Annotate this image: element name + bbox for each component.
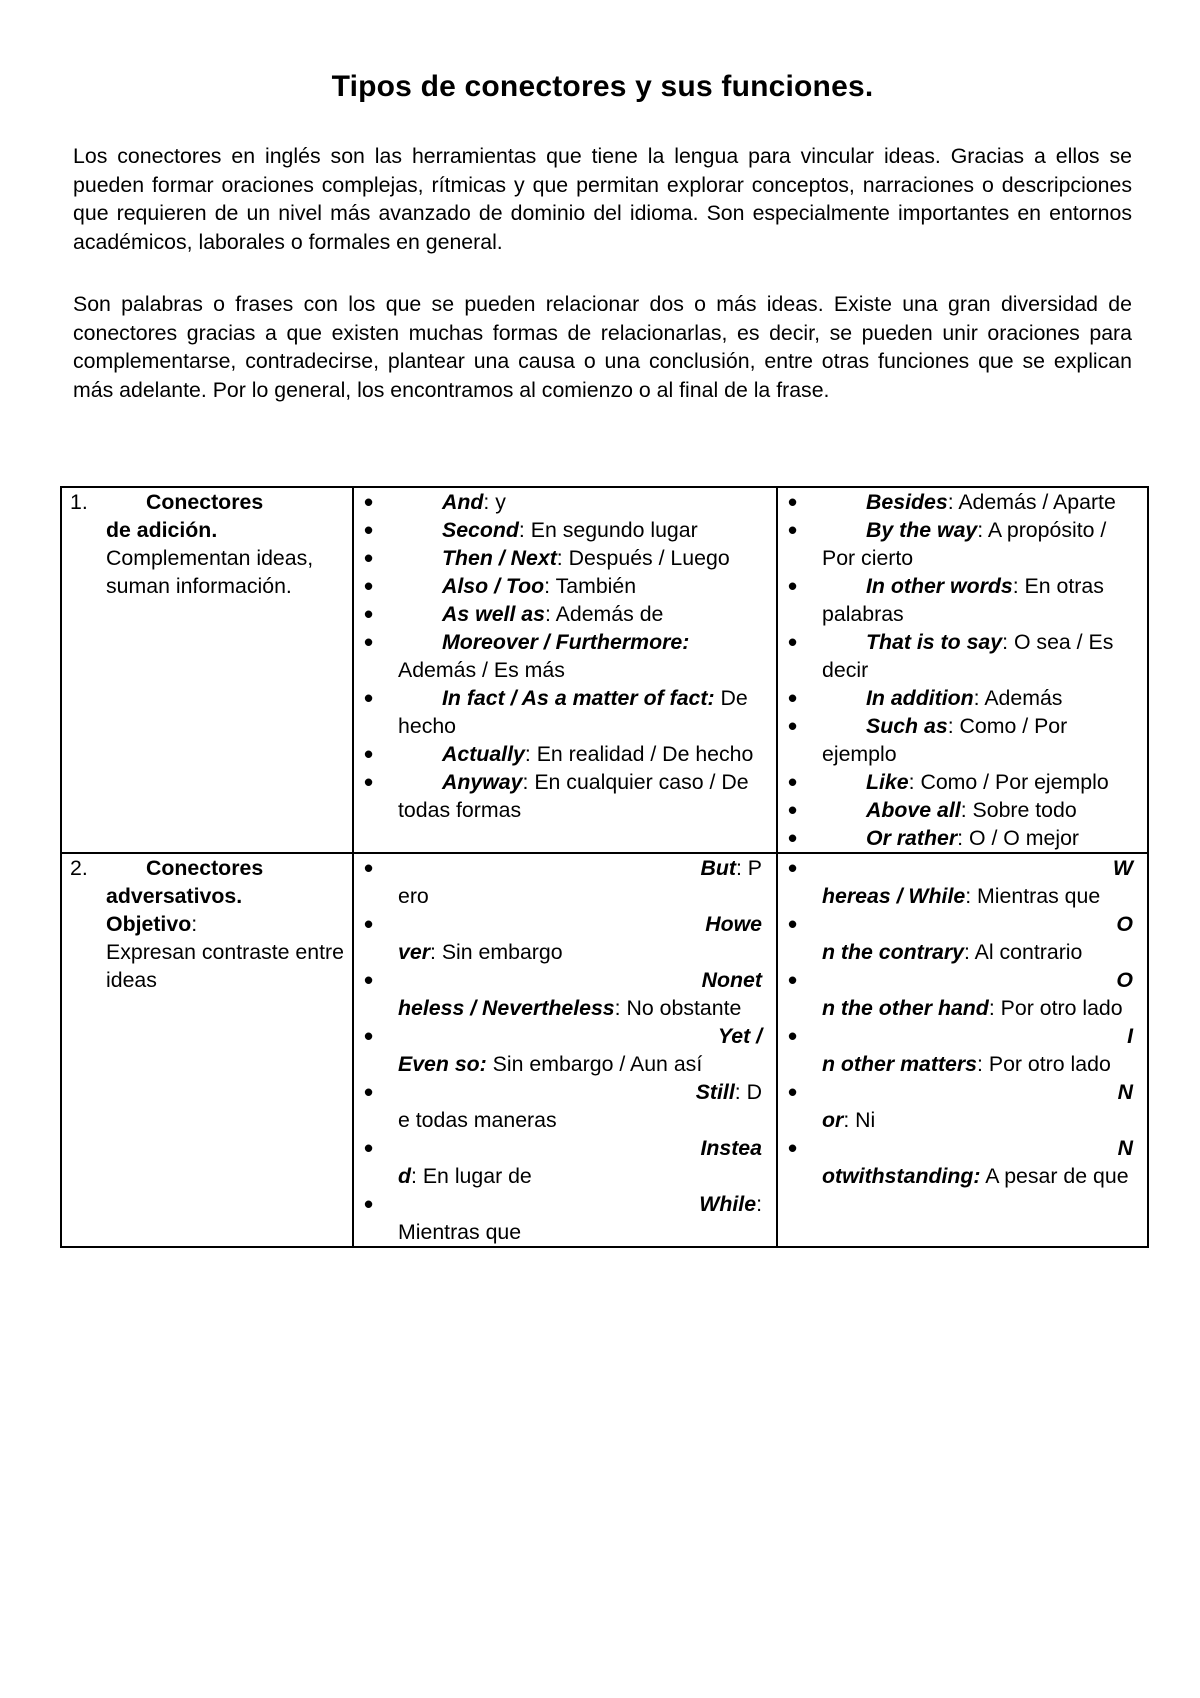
category-description: Complementan ideas, suman información. — [106, 546, 314, 598]
connector-item — [786, 712, 1139, 768]
connector-keyword-start: Still — [695, 1080, 735, 1104]
connectors-table — [60, 486, 1149, 1248]
connector-keyword-rest: n other matters — [822, 1052, 978, 1076]
connectors-column-2 — [353, 487, 777, 853]
category-heading-2: de adición. — [106, 518, 218, 542]
connector-item — [362, 572, 768, 600]
intro-paragraph-2: Son palabras o frases con los que se pueden relacionar dos o más ideas. Existe una gran diversidad de conectores gracias a que existen muchas formas de relacionarlas, es decir, se pueden unir oraciones para complementarse, contradecirse, plantear una causa o una conclusión, entre otras funciones que se explican más adelante. Por lo general, los encontramos al comienzo o al final de la frase. — [73, 292, 1132, 402]
connector-keyword: Above all — [866, 798, 961, 822]
connector-item — [362, 516, 768, 544]
connector-keyword-start: O — [1116, 912, 1133, 936]
connector-translation: : Además de — [545, 602, 664, 626]
connector-translation: : Después / Luego — [556, 546, 730, 570]
connector-item — [786, 1022, 1139, 1078]
connector-translation: : Mientras que — [965, 884, 1101, 908]
connector-keyword: Second — [442, 518, 519, 542]
connector-item — [362, 1078, 768, 1134]
connector-translation: : En segundo lugar — [518, 518, 698, 542]
connector-translation: : y — [483, 490, 506, 514]
connector-item — [362, 684, 768, 740]
connector-item — [786, 628, 1139, 684]
connector-item — [362, 740, 768, 768]
connector-keyword-rest: ver — [398, 940, 430, 964]
connector-translation: : Sobre todo — [960, 798, 1077, 822]
connector-translation: : Como / Por ejemplo — [908, 770, 1109, 794]
intro-paragraph-1: Los conectores en inglés son las herramientas que tiene la lengua para vincular ideas. Gracias a ellos se pueden formar oraciones complejas, rítmicas y que permitan explorar conceptos, narraciones o descripciones que requieren de un nivel más avanzado de dominio del idioma. Son especialmente importantes en entornos académicos, laborales o formales en general. — [73, 144, 1132, 254]
connector-keyword-rest: d — [398, 1164, 412, 1188]
connector-translation: : Además / Aparte — [947, 490, 1116, 514]
connector-keyword: Also / Too — [442, 574, 545, 598]
connector-translation: : Además — [973, 686, 1063, 710]
connector-item — [786, 824, 1139, 852]
connector-translation: Además / Es más — [398, 658, 565, 682]
connector-keyword: As well as — [442, 602, 545, 626]
connector-keyword-start: But — [700, 856, 736, 880]
connector-keyword: That is to say — [866, 630, 1003, 654]
connector-translation: : También — [544, 574, 637, 598]
connector-keyword-rest: heless / Nevertheless — [398, 996, 615, 1020]
connector-translation: : En lugar de — [411, 1164, 532, 1188]
connector-keyword-start: W — [1112, 856, 1133, 880]
connector-translation: : Por otro lado — [988, 996, 1123, 1020]
connector-keyword: In fact / As a matter of fact: — [442, 686, 715, 710]
connector-keyword: Such as — [866, 714, 948, 738]
connector-translation: : A propósito / Por cierto — [822, 518, 1107, 570]
connector-item — [786, 1134, 1139, 1190]
connectors-column-3 — [777, 853, 1148, 1247]
connector-text-start: : D — [734, 1080, 762, 1104]
category-heading-1: Conectores — [146, 856, 264, 880]
connector-translation: : En cualquier caso / De todas formas — [398, 770, 749, 822]
table-row-adversative — [61, 853, 1148, 1247]
connector-item — [786, 854, 1139, 910]
page-title: Tipos de conectores y sus funciones. — [331, 70, 874, 103]
category-heading-3: Objetivo — [106, 912, 192, 936]
connector-keyword: Or rather — [866, 826, 958, 850]
connector-item — [786, 768, 1139, 796]
connector-item — [362, 768, 768, 824]
connector-keyword-rest: n the contrary — [822, 940, 965, 964]
connector-keyword-start: Howe — [705, 912, 762, 936]
category-cell — [61, 487, 353, 853]
connector-item — [362, 1022, 768, 1078]
connector-keyword: And — [442, 490, 484, 514]
connector-keyword-start: I — [1127, 1024, 1133, 1048]
connector-keyword-rest: otwithstanding: — [822, 1164, 981, 1188]
category-heading-1: Conectores — [146, 490, 264, 514]
connector-text-start: : — [756, 1192, 762, 1216]
connector-keyword: Anyway — [442, 770, 523, 794]
connector-translation: A pesar de que — [980, 1164, 1129, 1188]
connector-translation: : Por otro lado — [977, 1052, 1111, 1076]
connector-translation: : O / O mejor — [957, 826, 1080, 850]
category-description: Expresan contraste entre ideas — [106, 940, 344, 992]
category-number: 1. — [70, 490, 88, 514]
connector-item — [786, 1078, 1139, 1134]
connector-translation: : Sin embargo — [429, 940, 563, 964]
connector-keyword-start: Instea — [700, 1136, 762, 1160]
category-heading-3-colon: : — [191, 912, 198, 936]
connector-keyword: Actually — [442, 742, 525, 766]
connector-item — [362, 544, 768, 572]
connector-keyword-start: N — [1117, 1080, 1133, 1104]
document-page — [73, 70, 1132, 438]
connector-keyword-rest: hereas / While — [822, 884, 966, 908]
connector-item — [362, 966, 768, 1022]
connector-translation: : En otras palabras — [822, 574, 1104, 626]
connector-item — [362, 600, 768, 628]
connector-translation: ero — [398, 884, 429, 908]
connector-keyword-start: Yet / — [717, 1024, 762, 1048]
connector-item — [362, 488, 768, 516]
connector-keyword-rest: or — [822, 1108, 844, 1132]
connector-keyword: In addition — [866, 686, 974, 710]
connector-item — [362, 854, 768, 910]
connector-keyword-rest: n the other hand — [822, 996, 989, 1020]
connector-keyword: In other words — [866, 574, 1013, 598]
connector-keyword: By the way — [866, 518, 978, 542]
table-row-addition — [61, 487, 1148, 853]
connector-keyword-start: N — [1117, 1136, 1133, 1160]
connector-item — [362, 628, 768, 684]
connectors-column-3 — [777, 487, 1148, 853]
connector-item — [786, 488, 1139, 516]
connectors-column-2 — [353, 853, 777, 1247]
connector-translation: : Como / Por ejemplo — [822, 714, 1068, 766]
connector-translation: : Ni — [843, 1108, 876, 1132]
connector-translation: e todas maneras — [398, 1108, 557, 1132]
connector-item — [786, 966, 1139, 1022]
connector-translation: : O sea / Es decir — [822, 630, 1114, 682]
connector-translation: : Al contrario — [964, 940, 1083, 964]
connector-keyword-start: While — [699, 1192, 757, 1216]
connector-text-start: : P — [735, 856, 762, 880]
connector-translation: De hecho — [398, 686, 748, 738]
connector-translation: Mientras que — [398, 1220, 522, 1244]
connector-keyword: Besides — [866, 490, 948, 514]
connector-item — [786, 684, 1139, 712]
connector-translation: : En realidad / De hecho — [524, 742, 754, 766]
connector-keyword: Moreover / Furthermore: — [442, 630, 690, 654]
connector-translation: Sin embargo / Aun así — [486, 1052, 703, 1076]
connector-keyword-rest: Even so: — [398, 1052, 487, 1076]
connector-item — [362, 1190, 768, 1246]
category-number: 2. — [70, 856, 88, 880]
connector-item — [786, 516, 1139, 572]
connector-item — [786, 910, 1139, 966]
category-cell — [61, 853, 353, 1247]
connector-item — [786, 572, 1139, 628]
category-heading-2: adversativos. — [106, 884, 243, 908]
connector-item — [362, 1134, 768, 1190]
connector-item — [362, 910, 768, 966]
connector-keyword: Like — [866, 770, 909, 794]
connector-keyword-start: O — [1116, 968, 1133, 992]
connector-keyword-start: Nonet — [701, 968, 762, 992]
connector-item — [786, 796, 1139, 824]
connector-translation: : No obstante — [614, 996, 742, 1020]
connector-keyword: Then / Next — [442, 546, 557, 570]
